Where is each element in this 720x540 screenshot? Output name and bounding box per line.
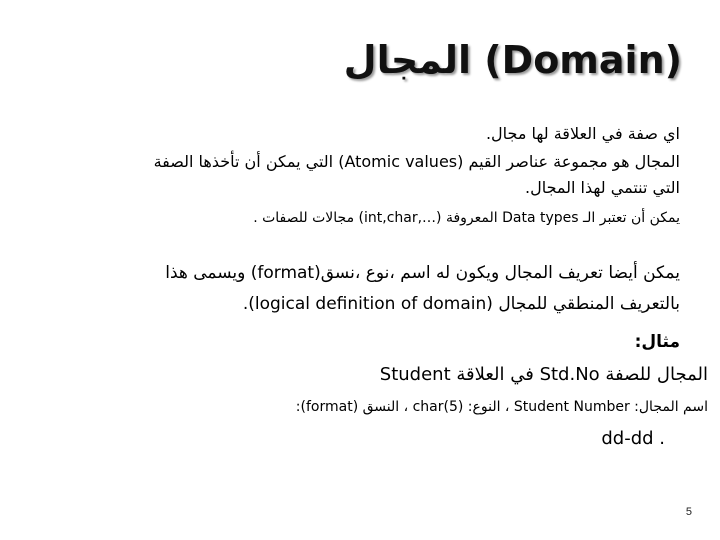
text-line-9: اسم المجال: Student Number ، النوع: char(5) ، النسق (format): <box>295 399 708 415</box>
slide-title: المجال (Domain) <box>343 38 682 82</box>
example-label: مثال: <box>634 332 680 352</box>
text-line-10: . dd-dd <box>601 428 665 449</box>
text-line-8: المجال للصفة Std.No في العلاقة Student <box>379 364 708 385</box>
text-line-2: المجال هو مجموعة عناصر القيم (Atomic values) التي يمكن أن تأخذها الصفة <box>153 152 680 171</box>
text-line-5: يمكن أيضا تعريف المجال ويكون له اسم ،نوع ،نسق(format) ويسمى هذا <box>165 263 680 283</box>
page-number: 5 <box>685 506 692 518</box>
text-line-6: بالتعريف المنطقي للمجال (logical definition of domain). <box>242 294 680 314</box>
text-line-4: يمكن أن تعتبر الـ Data types المعروفة (…,int,char) مجالات للصفات . <box>253 210 680 226</box>
text-line-1: اي صفة في العلاقة لها مجال. <box>485 124 680 143</box>
text-line-3: التي تنتمي لهذا المجال. <box>524 178 680 197</box>
